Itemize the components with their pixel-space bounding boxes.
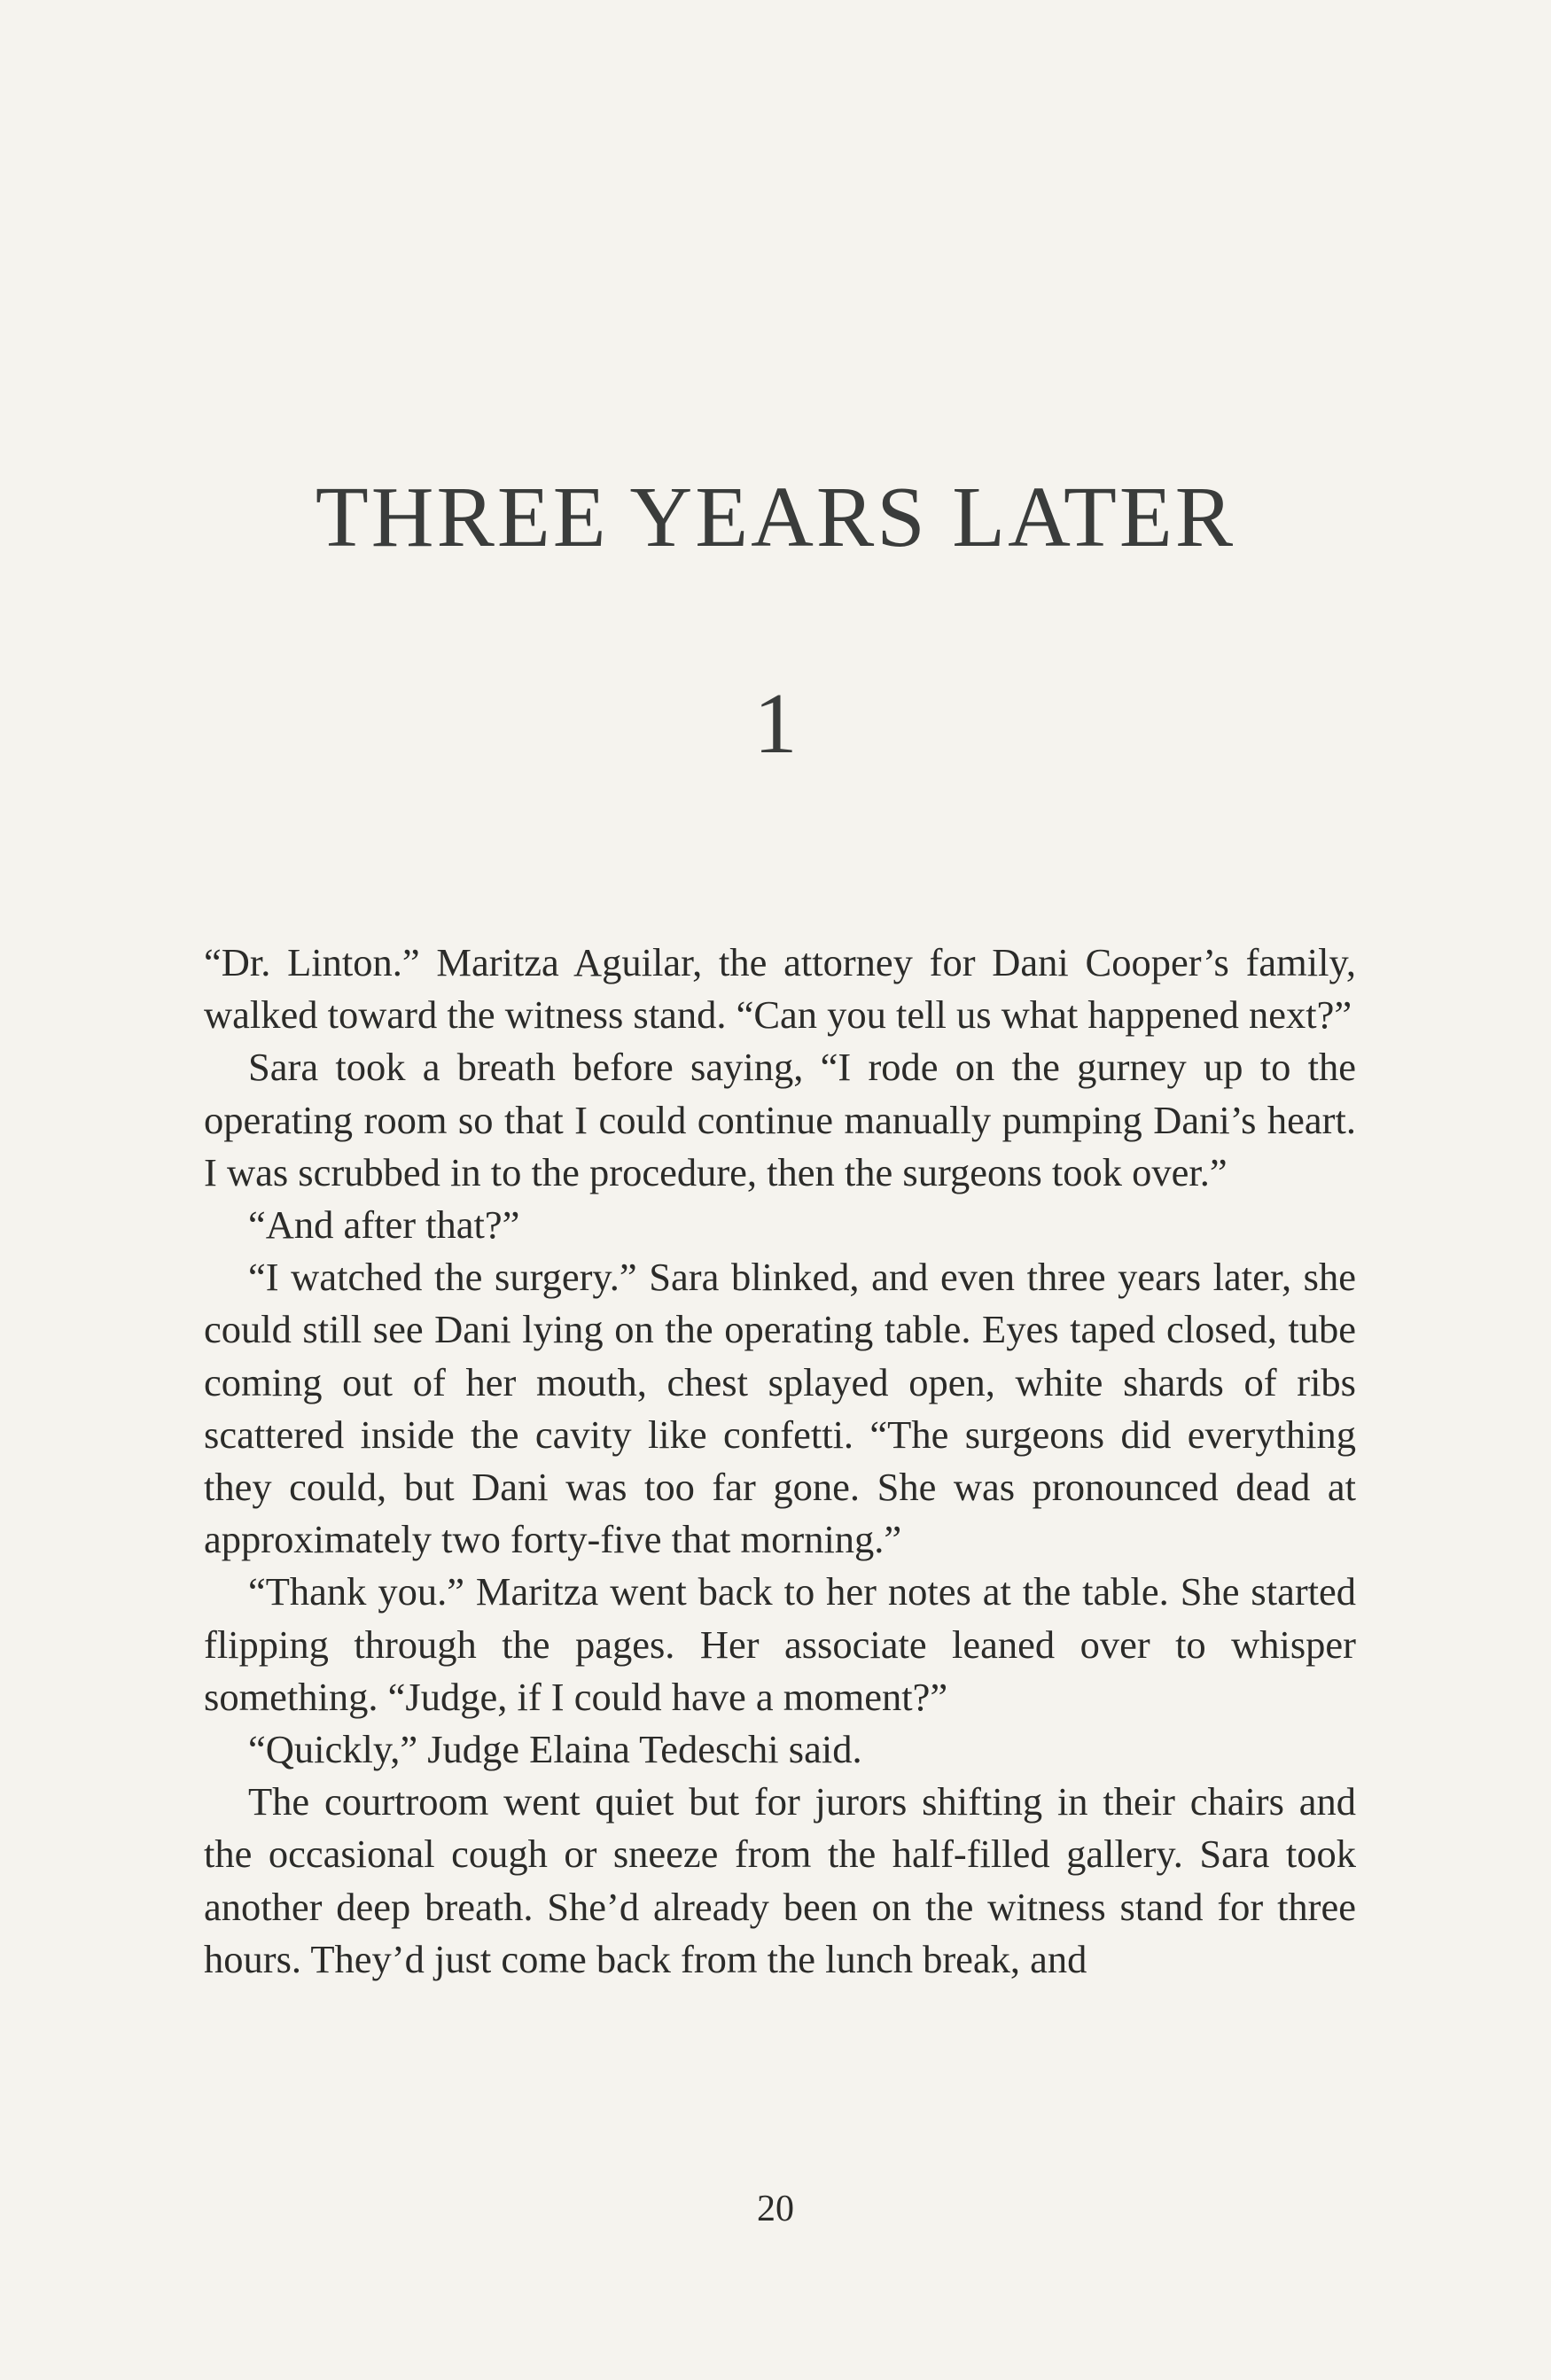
part-title: THREE YEARS LATER — [315, 470, 1236, 565]
paragraph: “And after that?” — [248, 1202, 520, 1248]
chapter-body — [204, 937, 1356, 1986]
paragraph: “Quickly,” Judge Elaina Tedeschi said. — [248, 1727, 862, 1772]
chapter-number: 1 — [753, 676, 798, 772]
page-number: 20 — [757, 2189, 794, 2229]
paragraph: “Dr. Linton.” Maritza Aguilar, the attorney for Dani Cooper’s family, walked toward the witness stand. “Can you tell us what happened next?” — [204, 940, 1356, 1038]
paragraph: Sara took a breath before saying, “I rode on the gurney up to the operating room so that I could continue manually pumping Dani’s heart. I was scrubbed in to the procedure, then the surgeons took over.” — [204, 1045, 1356, 1194]
paragraph: “Thank you.” Maritza went back to her notes at the table. She started flipping through the pages. Her associate leaned over to whisper something. “Judge, if I could have a moment?” — [204, 1569, 1356, 1719]
paragraph: The courtroom went quiet but for jurors shifting in their chairs and the occasional cough or sneeze from the half-filled gallery. Sara took another deep breath. She’d already been on the witness stand for three hours. They’d just come back from the lunch break, and — [204, 1779, 1356, 1981]
paragraph: “I watched the surgery.” Sara blinked, and even three years later, she could still see Dani lying on the operating table. Eyes taped closed, tube coming out of her mouth, chest splayed open, white shards of ribs scattered inside the cavity like confetti. “The surgeons did everything they could, but Dani was too far gone. She was pronounced dead at approximately two forty-five that morning.” — [204, 1255, 1356, 1562]
